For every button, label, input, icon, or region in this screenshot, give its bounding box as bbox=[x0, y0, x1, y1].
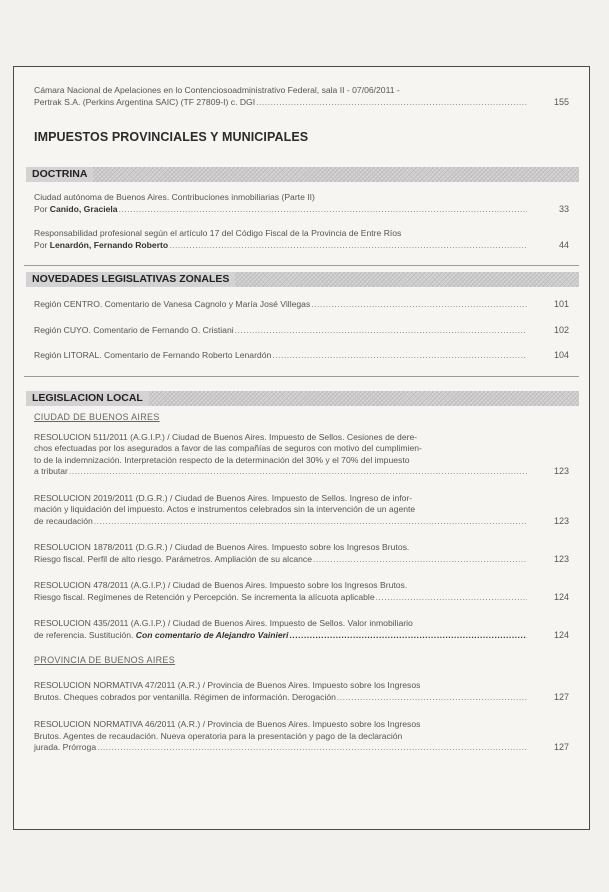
page-number: 101 bbox=[553, 299, 569, 309]
section-title: IMPUESTOS PROVINCIALES Y MUNICIPALES bbox=[34, 130, 309, 144]
entry-line: RESOLUCION 511/2011 (A.G.I.P.) / Ciudad de Buenos Aires. Impuesto de Sellos. Cesiones de dere- bbox=[34, 431, 418, 442]
author-name: Lenardón, Fernando Roberto bbox=[49, 239, 169, 250]
comment-author: Con comentario de Alejandro Vainieri bbox=[135, 629, 289, 640]
dot-leader bbox=[69, 466, 527, 478]
author-prefix: Por bbox=[34, 203, 50, 214]
intro-line-1: Cámara Nacional de Apelaciones en lo Contenciosoadministrativo Federal, sala II - 07/06/2011 - bbox=[34, 85, 400, 95]
page-number: 123 bbox=[553, 553, 569, 564]
entry-line: RESOLUCION NORMATIVA 47/2011 (A.R.) / Provincia de Buenos Aires. Impuesto sobre los Ingresos bbox=[34, 680, 421, 690]
page-number: 124 bbox=[553, 591, 569, 602]
dot-leader bbox=[289, 630, 527, 642]
novedades-heading-band bbox=[26, 272, 579, 287]
dot-leader bbox=[97, 742, 527, 754]
entry-line: Riesgo fiscal. Regímenes de Retención y Percepción. Se incrementa la alícuota aplicable bbox=[34, 591, 375, 602]
novedades-entry bbox=[34, 299, 569, 311]
intro-leader bbox=[34, 97, 527, 109]
page-number: 104 bbox=[553, 350, 569, 360]
entry-title: Responsabilidad profesional según el artículo 17 del Código Fiscal de la Provincia de Entre Ríos bbox=[34, 228, 402, 238]
doctrina-entry bbox=[34, 192, 569, 215]
dot-leader bbox=[235, 325, 527, 337]
doctrina-entry bbox=[34, 228, 569, 251]
entry-line: RESOLUCION 1878/2011 (D.G.R.) / Ciudad de Buenos Aires. Impuesto sobre los Ingresos Brutos. bbox=[34, 542, 410, 552]
page-number: 123 bbox=[553, 515, 569, 526]
caba-entry bbox=[34, 432, 569, 478]
dot-leader bbox=[313, 554, 527, 566]
entry-line: to de la indemnización. Interpretación respecto de la determinación del 30% y el 70% del impuesto bbox=[34, 454, 410, 465]
page-number: 124 bbox=[553, 629, 569, 640]
caba-entry bbox=[34, 493, 569, 528]
entry-title: Ciudad autónoma de Buenos Aires. Contribuciones inmobiliarias (Parte II) bbox=[34, 192, 315, 202]
dot-leader bbox=[94, 516, 527, 528]
dot-leader bbox=[256, 97, 527, 109]
novedades-entry bbox=[34, 325, 569, 337]
subsection-caba: CIUDAD DE BUENOS AIRES bbox=[34, 411, 160, 422]
page-number: 33 bbox=[558, 203, 569, 214]
entry-line: de recaudación bbox=[34, 515, 93, 526]
caba-entry bbox=[34, 618, 569, 641]
entry-line: Brutos. Agentes de recaudación. Nueva operatoria para la presentación y pago de la declaración bbox=[34, 730, 403, 741]
intro-line-2: Pertrak S.A. (Perkins Argentina SAIC) (TF 27809-I) c. DGI bbox=[34, 96, 256, 107]
dot-leader bbox=[376, 592, 527, 604]
doctrina-heading-band bbox=[26, 167, 579, 182]
entry-line: a tributar bbox=[34, 466, 68, 476]
doctrina-heading: DOCTRINA bbox=[26, 167, 93, 182]
entry-title: Región CUYO. Comentario de Fernando O. Cristiani bbox=[34, 324, 234, 335]
dot-leader bbox=[272, 350, 527, 362]
entry-line: RESOLUCION 435/2011 (A.G.I.P.) / Ciudad de Buenos Aires. Impuesto de Sellos. Valor inmobiliario bbox=[34, 618, 413, 628]
legislacion-heading-band bbox=[26, 391, 579, 406]
page-number: 127 bbox=[553, 691, 569, 702]
entry-title: Región LITORAL. Comentario de Fernando Roberto Lenardón bbox=[34, 350, 272, 360]
caba-entry bbox=[34, 542, 569, 565]
dot-leader bbox=[337, 692, 527, 704]
pba-entry bbox=[34, 719, 569, 754]
dot-leader bbox=[311, 299, 527, 311]
page-number: 155 bbox=[553, 96, 569, 107]
index-frame bbox=[13, 66, 590, 830]
caba-entry bbox=[34, 580, 569, 603]
entry-line: de referencia. Sustitución. bbox=[34, 629, 134, 640]
entry-line: RESOLUCION NORMATIVA 46/2011 (A.R.) / Provincia de Buenos Aires. Impuesto sobre los Ingresos bbox=[34, 719, 421, 729]
page-number: 44 bbox=[558, 239, 569, 250]
divider bbox=[24, 376, 579, 377]
entry-line: mación y liquidación del impuesto. Actos e instrumentos celebrados sin la intervención de un agente bbox=[34, 504, 416, 514]
dot-leader bbox=[119, 204, 527, 216]
dot-leader bbox=[169, 240, 527, 252]
entry-line: jurada. Prórroga bbox=[34, 742, 97, 752]
page-number: 102 bbox=[553, 324, 569, 335]
legislacion-heading: LEGISLACION LOCAL bbox=[26, 391, 149, 406]
subsection-pba: PROVINCIA DE BUENOS AIRES bbox=[34, 655, 176, 665]
entry-title: Región CENTRO. Comentario de Vanesa Cagnolo y María José Villegas bbox=[34, 299, 311, 309]
page-number: 127 bbox=[553, 742, 569, 752]
index-content bbox=[34, 85, 569, 754]
pba-entry bbox=[34, 680, 569, 703]
entry-leader bbox=[34, 204, 527, 216]
novedades-entry bbox=[34, 350, 569, 362]
novedades-heading: NOVEDADES LEGISLATIVAS ZONALES bbox=[26, 272, 235, 287]
entry-line: chos efectuadas por los asegurados a favor de las compañías de seguros con motivo del cumplimien- bbox=[34, 443, 422, 453]
intro-entry bbox=[34, 85, 569, 108]
author-name: Canido, Graciela bbox=[49, 203, 118, 214]
entry-line: Riesgo fiscal. Perfil de alto riesgo. Parámetros. Ampliación de su alcance bbox=[34, 553, 312, 564]
page-number: 123 bbox=[553, 466, 569, 476]
entry-line: Brutos. Cheques cobrados por ventanilla. Régimen de información. Derogación bbox=[34, 691, 336, 702]
divider bbox=[24, 265, 579, 266]
author-prefix: Por bbox=[34, 239, 50, 250]
entry-line: RESOLUCION 478/2011 (A.G.I.P.) / Ciudad de Buenos Aires. Impuesto sobre los Ingresos Brutos. bbox=[34, 580, 408, 590]
entry-leader bbox=[34, 240, 527, 252]
entry-line: RESOLUCION 2019/2011 (D.G.R.) / Ciudad de Buenos Aires. Impuesto de Sellos. Ingreso de infor- bbox=[34, 492, 413, 503]
